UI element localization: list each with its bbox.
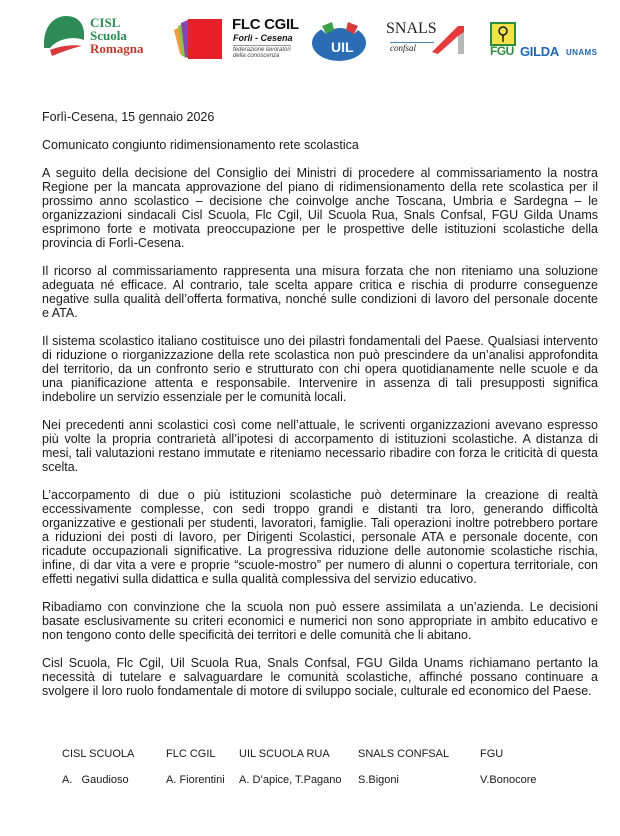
flc-tagline-1: federazione lavoratori [233,47,291,53]
signature-name-cisl: A. Gaudioso [62,774,129,786]
snals-title: SNALS [386,20,437,37]
flc-cgil-logo [172,16,302,62]
flc-fan-icon [172,18,224,60]
fgu-text: FGU [490,44,514,58]
document-date: Forlì-Cesena, 15 gennaio 2026 [42,110,215,124]
paragraph-6: Ribadiamo con convinzione che la scuola non può essere assimilata a un’azienda. Le decisioni basate esclusivamente su criteri economici e numerici non sono appropriate in ambito educativo e non tengono conto delle specificità dei territori e delle comunità che li abitano. [42,600,598,642]
signature-org-flc: FLC CGIL [166,748,216,760]
signature-names-row [62,774,602,800]
cisl-line2: Scuola [90,28,127,43]
uil-emblem-icon [310,16,368,62]
paragraph-5: L’accorpamento di due o più istituzioni scolastiche può determinare la creazione di realtà eccessivamente complesse, con sedi troppo grandi e distanti tra loro, generando difficoltà organizzative e gestionali per studenti, lavoratori, famiglie. Tali operazioni inoltre potrebbero portare a riduzioni dei posti di lavoro, per Dirigenti Scolastici, personale ATA e personale docente, con ricadute occupazionali significative. La progressiva riduzione delle autonomie scolastiche rischia, infine, di dar vita a vere e proprie “scuole-mostro” per numero di alunni o copertura territoriale, con effetti negativi sulla didattica e sulla qualità complessiva del servizio educativo. [42,488,598,586]
paragraph-1: A seguito della decisione del Consiglio dei Ministri di procedere al commissariamento la nostra Regione per la mancata approvazione del piano di ridimensionamento della rete scolastica per il prossimo anno scolastico – decisione che coinvolge anche Toscana, Umbria e Sardegna – le organizzazioni sindacali Cisl Scuola, Flc Cgil, Uil Scuola Rua, Snals Confsal, FGU Gilda Unams esprimono forte e motivata preoccupazione per le prospettive delle istituzioni scolastiche della provincia di Forlì-Cesena. [42,166,598,250]
cisl-scuola-logo [42,14,152,64]
fgu-gilda-logo [490,22,605,62]
flc-tagline [233,47,291,59]
cisl-line1: CISL [90,15,121,30]
signatures-block [62,748,602,800]
signature-orgs-row [62,748,602,774]
paragraph-3: Il sistema scolastico italiano costituisce uno dei pilastri fondamentali del Paese. Qualsiasi intervento di riduzione o riorganizzazione della rete scolastica non può prescindere da un’analisi approfondita del territorio, da un confronto serio e strutturato con chi opera quotidianamente nelle scuole e da una pianificazione attenta e responsabile. Intervenire in assenza di tali presupposti significa indebolire un servizio essenziale per le comunità locali. [42,334,598,404]
paragraph-2: Il ricorso al commissariamento rappresenta una misura forzata che non riteniamo una soluzione adeguata né efficace. Al contrario, tale scelta appare critica e rischia di produrre conseguenze negative sulla qualità dell’offerta formativa, nonché sulle condizioni di lavoro del personale docente e ATA. [42,264,598,320]
fgu-emblem-icon [490,22,516,46]
snals-subtitle: confsal [390,42,434,53]
paragraph-7: Cisl Scuola, Flc Cgil, Uil Scuola Rua, Snals Confsal, FGU Gilda Unams richiamano pertanto la necessità di tutelare e salvaguardare le comunità scolastiche, affinché possano continuare a svolgere il loro ruolo fondamentale di motore di sviluppo sociale, culturale ed economico del Paese. [42,656,598,698]
snals-arrow-icon [428,22,470,56]
unams-text: UNAMS [566,48,598,57]
svg-text:UIL: UIL [331,39,354,55]
signature-name-fgu: V.Bonocore [480,774,537,786]
signature-org-snals: SNALS CONFSAL [358,748,450,760]
cisl-emblem-icon [42,14,86,58]
snals-confsal-logo [384,20,470,56]
signature-name-flc: A. Fiorentini [166,774,225,786]
cisl-line3: Romagna [90,41,144,56]
flc-tagline-2: della conoscenza [233,53,280,59]
flc-subtitle: Forlì - Cesena [233,33,293,43]
logo-header [0,0,620,80]
signature-name-snals: S.Bigoni [358,774,399,786]
signature-org-uil: UIL SCUOLA RUA [239,748,330,760]
signature-name-uil: A. D’apice, T.Pagano [239,774,342,786]
flc-divider [233,45,291,46]
paragraph-4: Nei precedenti anni scolastici così come nell’attuale, le scriventi organizzazioni avevano espresso più volte la propria contrarietà all’ipotesi di accorpamento di istituzioni scolastiche. A distanza di mesi, tali valutazioni restano immutate e riteniamo necessario ribadire con forza le criticità di questa scelta. [42,418,598,474]
document-subject: Comunicato congiunto ridimensionamento rete scolastica [42,138,359,152]
press-release-body [42,110,598,712]
uil-scuola-logo [310,16,368,62]
gilda-text: GILDA [520,44,559,59]
signature-org-cisl: CISL SCUOLA [62,748,135,760]
signature-org-fgu: FGU [480,748,504,760]
flc-title: FLC CGIL [232,16,299,33]
